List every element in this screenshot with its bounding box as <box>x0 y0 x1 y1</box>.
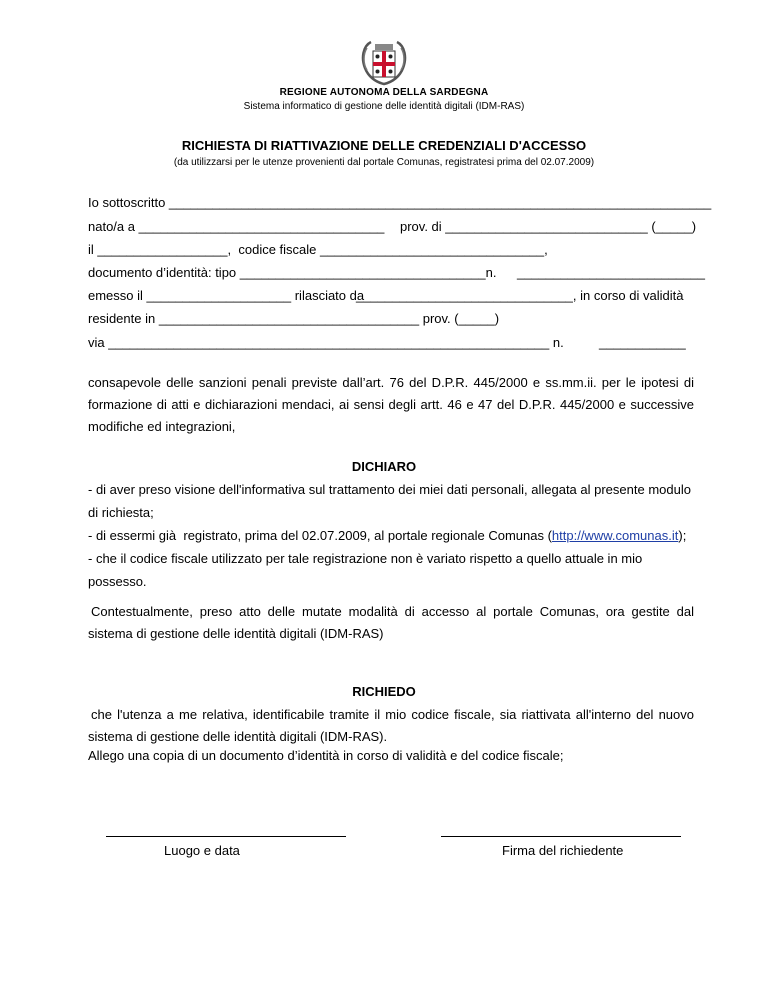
document-note: (da utilizzarsi per le utenze provenienti dal portale Comunas, registratesi prima del 02.07.2009) <box>173 157 595 168</box>
form-line-id-document: documento d’identità: tipo __________________________________n. <box>88 265 497 280</box>
dichiaro-item-2 <box>88 528 686 543</box>
richiedo-paragraph: che l'utenza a me relativa, identificabile tramite il mio codice fiscale, sia riattivata all'interno del nuovo sistema di gestione delle identità digitali (IDM-RAS). <box>88 707 694 744</box>
dichiaro-item-2-end: ); <box>678 528 687 543</box>
document-title: RICHIESTA DI RIATTIVAZIONE DELLE CREDENZIALI D'ACCESSO <box>181 138 587 153</box>
dichiaro-item-1: - di aver preso visione dell'informativa sul trattamento dei miei dati personali, allegata al presente modulo <box>88 482 691 497</box>
form-line-birth-province: prov. di ____________________________ (_____) <box>400 219 697 234</box>
form-line-birthplace: nato/a a __________________________________ <box>88 219 385 234</box>
signature-label: Firma del richiedente <box>502 843 624 858</box>
form-line-issued: emesso il ____________________ rilasciato da <box>88 288 365 303</box>
dichiaro-heading: DICHIARO <box>351 459 417 474</box>
form-line-issuer-validity: ______________________________, in corso di validità <box>356 288 684 303</box>
place-date-label: Luogo e data <box>164 843 240 858</box>
dichiaro-item-1-cont: di richiesta; <box>88 505 154 520</box>
allego-line: Allego una copia di un documento d’identità in corso di validità e del codice fiscale; <box>88 748 564 763</box>
consapevole-paragraph: consapevole delle sanzioni penali previste dall’art. 76 del D.P.R. 445/2000 e ss.mm.ii. per le ipotesi di formazione di atti e dichiarazioni mendaci, ai sensi degli artt. 46 e 47 del D.P.R. 445/2000 e successive modifiche ed integrazioni, <box>88 375 694 434</box>
dichiaro-item-2-text: - di essermi già registrato, prima del 02.07.2009, al portale regionale Comunas ( <box>88 528 552 543</box>
place-date-line <box>106 836 346 837</box>
form-line-street-number: ____________ <box>599 335 686 350</box>
organization-name: REGIONE AUTONOMA DELLA SARDEGNA <box>279 87 489 98</box>
contestualmente-paragraph: Contestualmente, preso atto delle mutate modalità di accesso al portale Comunas, ora gestite dal sistema di gestione delle identità digitali (IDM-RAS) <box>88 604 694 641</box>
header-subtitle: Sistema informatico di gestione delle identità digitali (IDM-RAS) <box>243 101 525 112</box>
form-line-street: via _____________________________________________________________ n. <box>88 335 564 350</box>
form-line-name: Io sottoscritto ___________________________________________________________________________ <box>88 195 712 210</box>
richiedo-heading: RICHIEDO <box>352 684 416 699</box>
form-line-birthdate-taxcode: il __________________, codice fiscale _______________________________, <box>88 242 548 257</box>
dichiaro-item-3-cont: possesso. <box>88 574 147 589</box>
signature-line <box>441 836 681 837</box>
comunas-link[interactable]: http://www.comunas.it <box>551 528 679 543</box>
form-line-id-number: __________________________ <box>517 265 705 280</box>
dichiaro-item-3: - che il codice fiscale utilizzato per tale registrazione non è variato rispetto a quello attuale in mio <box>88 551 643 566</box>
region-coat-of-arms-icon <box>357 36 411 86</box>
form-line-residence: residente in ____________________________________ prov. (_____) <box>88 311 500 326</box>
